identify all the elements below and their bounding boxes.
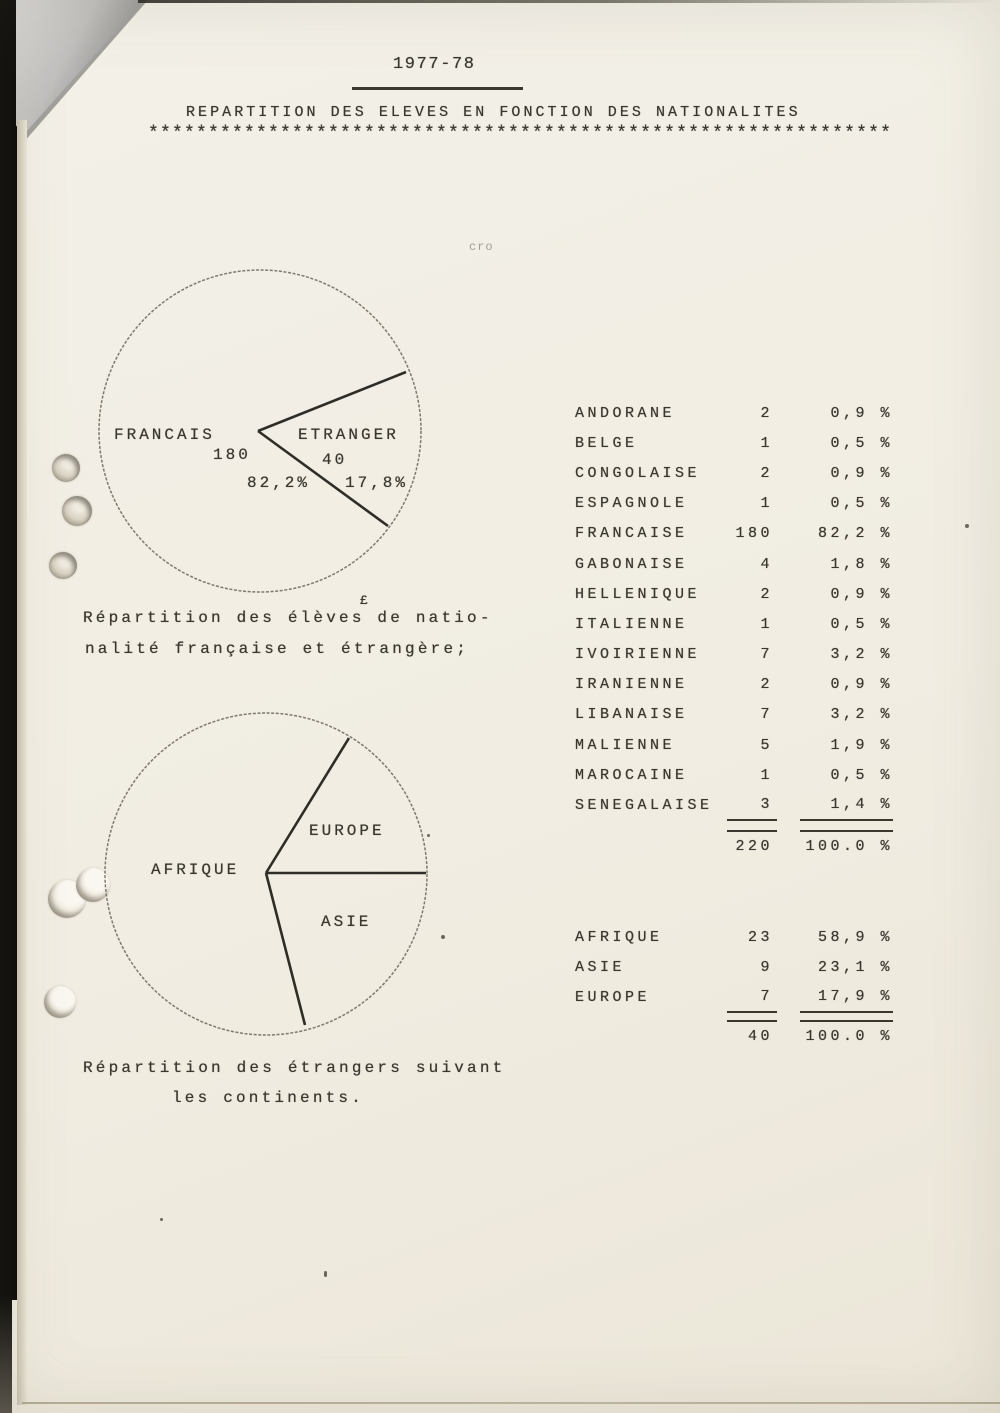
stray-typed-char: £ [360,593,368,608]
punch-hole [52,454,80,482]
table-row [575,489,895,519]
total-pct: 100.0 % [800,1020,893,1045]
scanner-edge-top [138,0,1000,3]
pie1-pct-francais: 82,2% [247,474,311,492]
pie1-value-francais: 180 [213,446,251,464]
cell-count: 2 [760,676,773,694]
table-row [575,428,895,458]
cell-count: 7 [760,646,773,664]
cell-count: 7 [760,706,773,724]
table-row [575,519,895,549]
cell-count: 2 [760,585,773,603]
table-row [575,640,895,670]
asterisk-divider: ************************************************************** [148,124,893,144]
whiteout-blob [44,986,76,1018]
cell-count: 4 [760,555,773,573]
total-pct: 100.0 % [800,830,893,855]
nationality-table [575,398,895,821]
pie-slice-line [266,873,305,1025]
pie1-value-etranger: 40 [322,451,348,469]
pie2-label-europe: EUROPE [309,822,385,840]
ink-speck [441,935,445,939]
cell-count: 9 [760,958,773,976]
cell-label: IVOIRIENNE [575,646,701,664]
table-row [575,579,895,609]
cell-label: BELGE [575,434,638,452]
table-row [575,790,895,820]
scanner-edge-left-bottom [0,1295,12,1413]
cell-count: 2 [760,464,773,482]
table-row [575,730,895,760]
cell-pct: 0,9 % [830,404,893,422]
table-row [575,952,895,982]
pie1-caption-line1: Répartition des élèves de natio- [83,609,493,627]
year-title: 1977-78 [393,55,476,74]
cell-label: GABONAISE [575,555,688,573]
cell-count: 1 [760,766,773,784]
cell-pct: 1,4 % [800,790,893,820]
cell-label: FRANCAISE [575,525,688,543]
cell-count: 1 [760,615,773,633]
cell-label: IRANIENNE [575,676,688,694]
cell-label: AFRIQUE [575,928,663,946]
page-bottom-edge [22,1402,1000,1404]
cell-count: 23 [747,928,773,946]
cell-pct: 0,5 % [830,434,893,452]
cell-pct: 1,9 % [830,736,893,754]
cell-count: 1 [760,495,773,513]
table-row [575,549,895,579]
nationality-table-totals [575,830,893,855]
table-row [575,700,895,730]
punch-hole [62,496,92,526]
table-row [575,609,895,639]
cell-count: 1 [760,434,773,452]
cell-count: 180 [735,525,773,543]
cell-label: CONGOLAISE [575,464,701,482]
scanner-edge-left [0,0,17,1300]
cell-pct: 0,5 % [830,495,893,513]
cell-label: MALIENNE [575,736,676,754]
cell-label: HELLENIQUE [575,585,701,603]
punch-hole [49,552,77,579]
year-underline [352,87,523,90]
cell-label: EUROPE [575,988,651,1006]
cell-pct: 0,5 % [830,615,893,633]
pie1-pct-etranger: 17,8% [345,474,409,492]
ink-speck [324,1271,327,1277]
pie1-caption-line2: nalité française et étrangère; [85,640,470,658]
ink-speck [965,524,969,528]
table-row [575,670,895,700]
cell-label: MAROCAINE [575,766,688,784]
cell-count: 5 [760,736,773,754]
cell-pct: 3,2 % [830,706,893,724]
cell-count: 2 [760,404,773,422]
cell-pct: 0,9 % [830,585,893,603]
pie2-label-afrique: AFRIQUE [151,861,240,879]
cell-label: ANDORANE [575,404,676,422]
cell-label: ESPAGNOLE [575,495,688,513]
pie2-label-asie: ASIE [321,913,372,931]
cell-pct: 0,9 % [830,676,893,694]
faint-pencil-mark: cro [469,240,494,254]
table-row [575,398,895,428]
table-row [575,458,895,488]
cell-label: ITALIENNE [575,615,688,633]
pie1-label-etranger: ETRANGER [298,426,399,444]
pie-slice-line [266,738,349,873]
page-edge-shadow [17,120,27,1405]
table-row [575,760,895,790]
cell-label: LIBANAISE [575,706,688,724]
cell-label: SENEGALAISE [575,797,713,815]
cell-count: 7 [727,982,777,1012]
pie2-caption-line1: Répartition des étrangers suivant [83,1059,506,1077]
page-title: REPARTITION DES ELEVES EN FONCTION DES NATIONALITES [186,104,801,121]
cell-pct: 23,1 % [817,958,893,976]
cell-pct: 82,2 % [817,525,893,543]
continent-table-totals [575,1020,893,1045]
cell-pct: 0,5 % [830,766,893,784]
table-row [575,922,895,952]
pie-slice-line [258,372,406,431]
cell-pct: 3,2 % [830,646,893,664]
continent-table [575,922,895,1013]
cell-count: 3 [727,790,777,820]
cell-label: ASIE [575,958,626,976]
page-corner-fold [16,0,144,136]
pie2-caption-line2: les continents. [172,1089,365,1107]
cell-pct: 58,9 % [817,928,893,946]
total-count: 220 [727,830,777,855]
ink-speck [160,1218,163,1221]
total-count: 40 [727,1020,777,1045]
cell-pct: 0,9 % [830,464,893,482]
cell-pct: 1,8 % [830,555,893,573]
pie1-label-francais: FRANCAIS [114,426,215,444]
cell-pct: 17,9 % [800,982,893,1012]
table-row [575,982,895,1012]
